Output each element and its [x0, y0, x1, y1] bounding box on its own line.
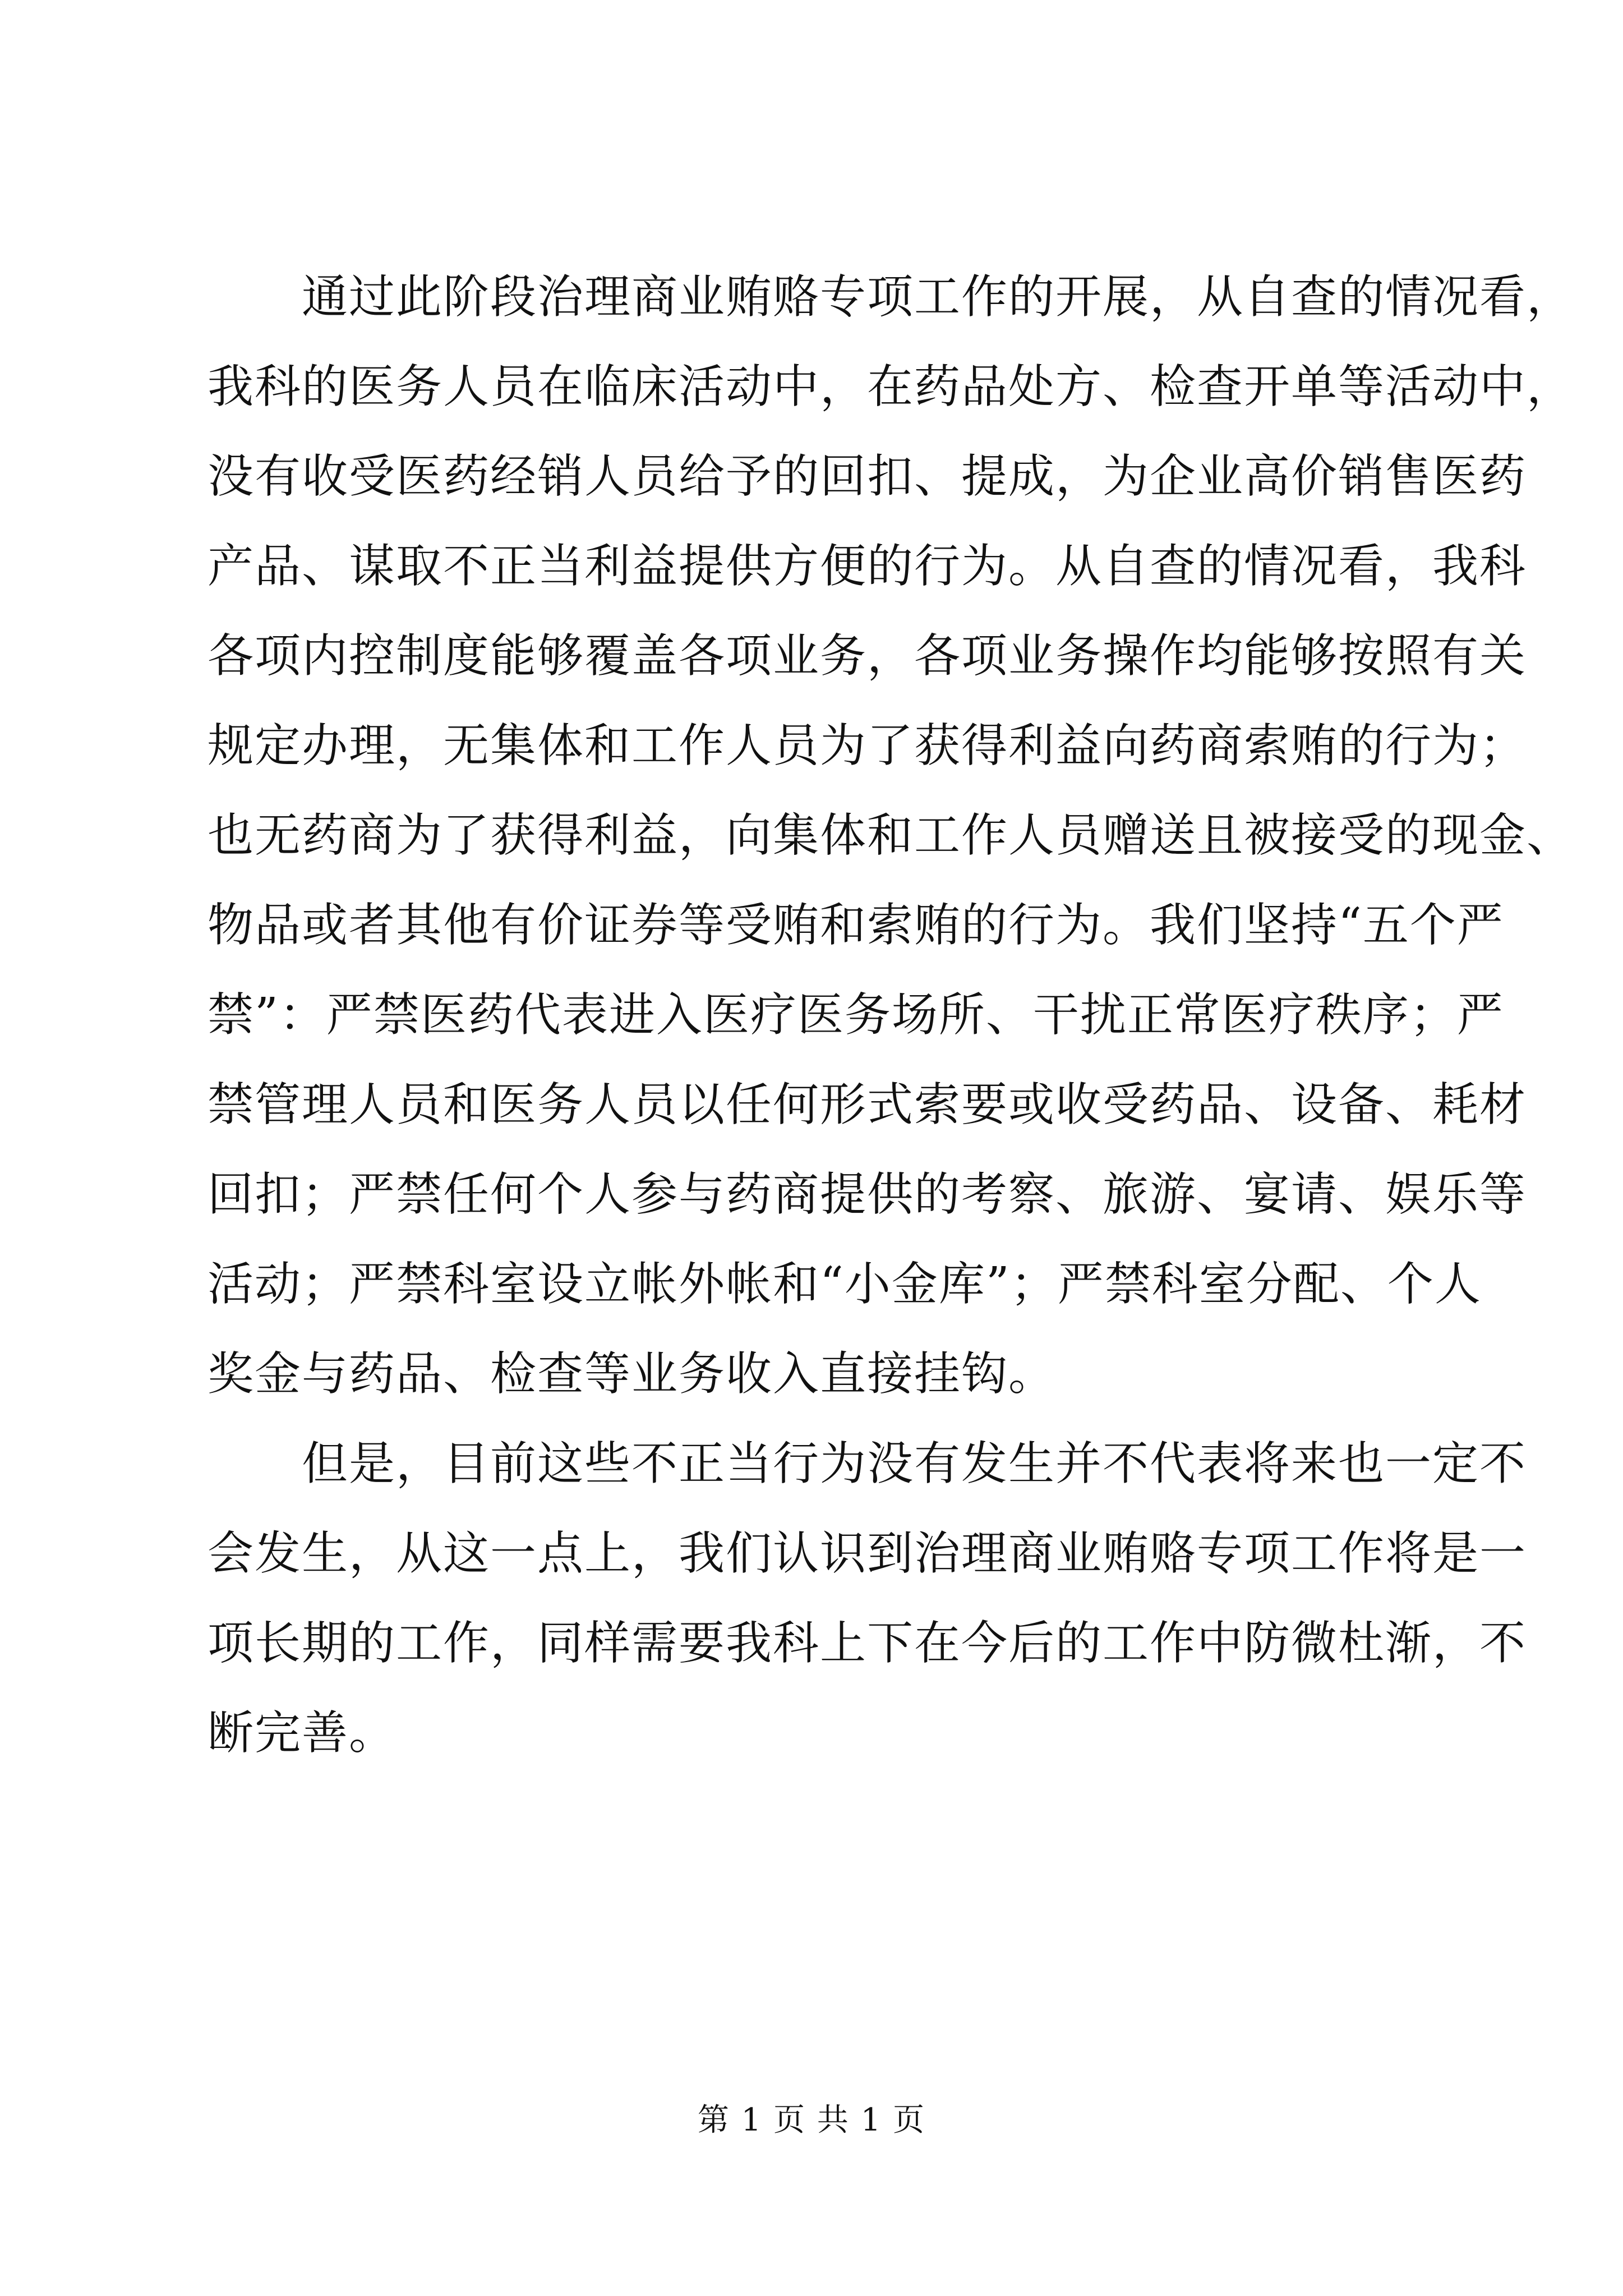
text-line: 奖金与药品、检查等业务收入直接挂钩。 — [208, 1347, 1056, 1401]
text-line: 但是，目前这些不正当行为没有发生并不代表将来也一定不 — [208, 1437, 1527, 1490]
text-line: 回扣；严禁任何个人参与药商提供的考察、旅游、宴请、娱乐等 — [208, 1168, 1527, 1221]
text-line: 产品、谋取不正当利益提供方便的行为。从自查的情况看，我科 — [208, 540, 1527, 593]
text-line: 没有收受医药经销人员给予的回扣、提成，为企业高价销售医药 — [208, 450, 1527, 503]
text-line: 会发生，从这一点上，我们认识到治理商业贿赂专项工作将是一 — [208, 1527, 1527, 1580]
text-line: 断完善。 — [208, 1706, 396, 1760]
text-line: 各项内控制度能够覆盖各项业务，各项业务操作均能够按照有关 — [208, 629, 1527, 683]
text-line: 也无药商为了获得利益，向集体和工作人员赠送且被接受的现金、 — [208, 809, 1574, 862]
text-line: 物品或者其他有价证券等受贿和索贿的行为。我们坚持“五个严 — [208, 899, 1504, 952]
text-line: 规定办理，无集体和工作人员为了获得利益向药商索贿的行为； — [208, 719, 1527, 772]
text-line: 禁管理人员和医务人员以任何形式索要或收受药品、设备、耗材 — [208, 1078, 1527, 1131]
document-body — [208, 252, 1574, 1778]
text-line: 我科的医务人员在临床活动中，在药品处方、检查开单等活动中， — [208, 360, 1574, 413]
text-line: 禁”：严禁医药代表进入医疗医务场所、干扰正常医疗秩序；严 — [208, 988, 1504, 1042]
text-line: 通过此阶段治理商业贿赂专项工作的开展，从自查的情况看， — [208, 270, 1574, 324]
page-footer: 第 1 页 共 1 页 — [697, 2102, 926, 2138]
text-line: 项长期的工作，同样需要我科上下在今后的工作中防微杜渐，不 — [208, 1617, 1527, 1670]
text-line: 活动；严禁科室设立帐外帐和“小金库”；严禁科室分配、个人 — [208, 1258, 1482, 1311]
